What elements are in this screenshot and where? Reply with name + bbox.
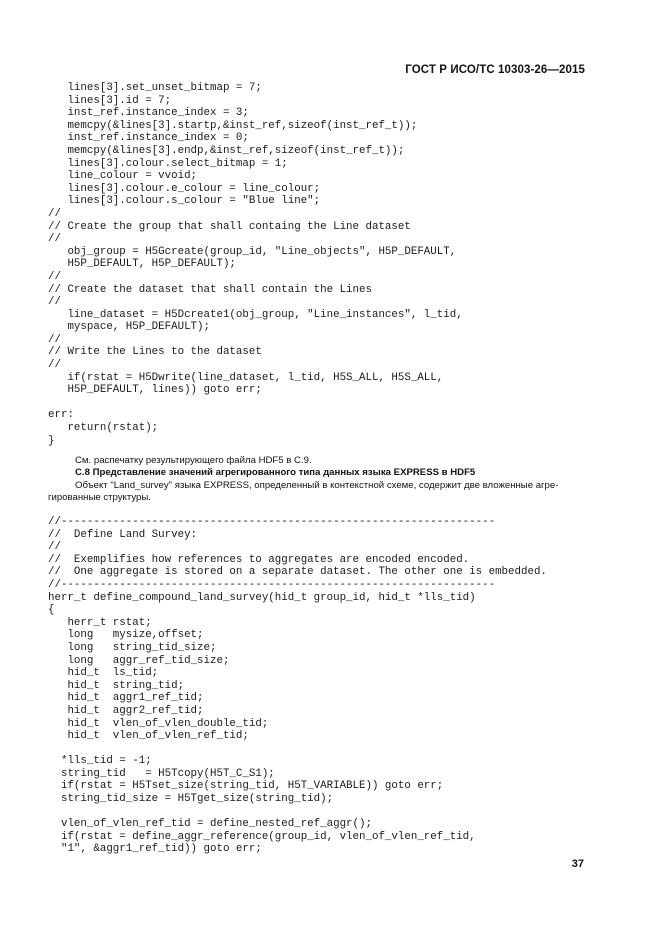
page-number: 37 — [571, 858, 584, 870]
section-paragraph: Объект "Land_survey" языка EXPRESS, определенный в контекстной схеме, содержит две вложенные агре-гированные структуры. — [48, 479, 559, 504]
code-block-lines-dataset: lines[3].set_unset_bitmap = 7; lines[3].id = 7; inst_ref.instance_index = 3; memcpy(&lines[3].startp,&inst_ref,sizeof(inst_ref_t)); inst_ref.instance_index = 0; memcpy(&lines[3].endp,&inst_ref,sizeof(inst_ref_t)); lines[3].colour.select_bitmap = 1; line_colour = vvoid; lines[3].colour.e_colour = line_colour; lines[3].colour.s_colour = "Blue line"; // // Create the group that shall containg the Line dataset // obj_group = H5Gcreate(group_id, "Line_objects", H5P_DEFAULT, H5P_DEFAULT, H5P_DEFAULT); // // Create the dataset that shall contain the Lines // line_dataset = H5Dcreate1(obj_group, "Line_instances", l_tid, myspace, H5P_DEFAULT); // // Write the Lines to the dataset // if(rstat = H5Dwrite(line_dataset, l_tid, H5S_ALL, H5S_ALL, H5P_DEFAULT, lines)) goto err; err: return(rstat); } — [48, 82, 463, 447]
standard-header: ГОСТ Р ИСО/ТС 10303-26—2015 — [405, 64, 585, 76]
section-text — [48, 455, 588, 505]
section-heading: С.8 Представление значений агрегированного типа данных языка EXPRESS в HDF5 — [75, 467, 476, 479]
note-text: См. распечатку результирующего файла HDF5 в С.9. — [75, 455, 312, 466]
code-block-land-survey: //------------------------------------------------------------------- // Define Land Survey: // // Exemplifies how references to aggregates are encoded encoded. // One aggregate is stored on a separate dataset. The other one is embedded. //------------------------------------------------------------------- herr_t define_compound_land_survey(hid_t group_id, hid_t *lls_tid) { herr_t rstat; long mysize,offset; long string_tid_size; long aggr_ref_tid_size; hid_t ls_tid; hid_t string_tid; hid_t aggr1_ref_tid; hid_t aggr2_ref_tid; hid_t vlen_of_vlen_double_tid; hid_t vlen_of_vlen_ref_tid; *lls_tid = -1; string_tid = H5Tcopy(H5T_C_S1); if(rstat = H5Tset_size(string_tid, H5T_VARIABLE)) goto err; string_tid_size = H5Tget_size(string_tid); vlen_of_vlen_ref_tid = define_nested_ref_aggr(); if(rstat = define_aggr_reference(group_id, vlen_of_vlen_ref_tid, "1", &aggr1_ref_tid)) goto err; — [48, 516, 547, 856]
